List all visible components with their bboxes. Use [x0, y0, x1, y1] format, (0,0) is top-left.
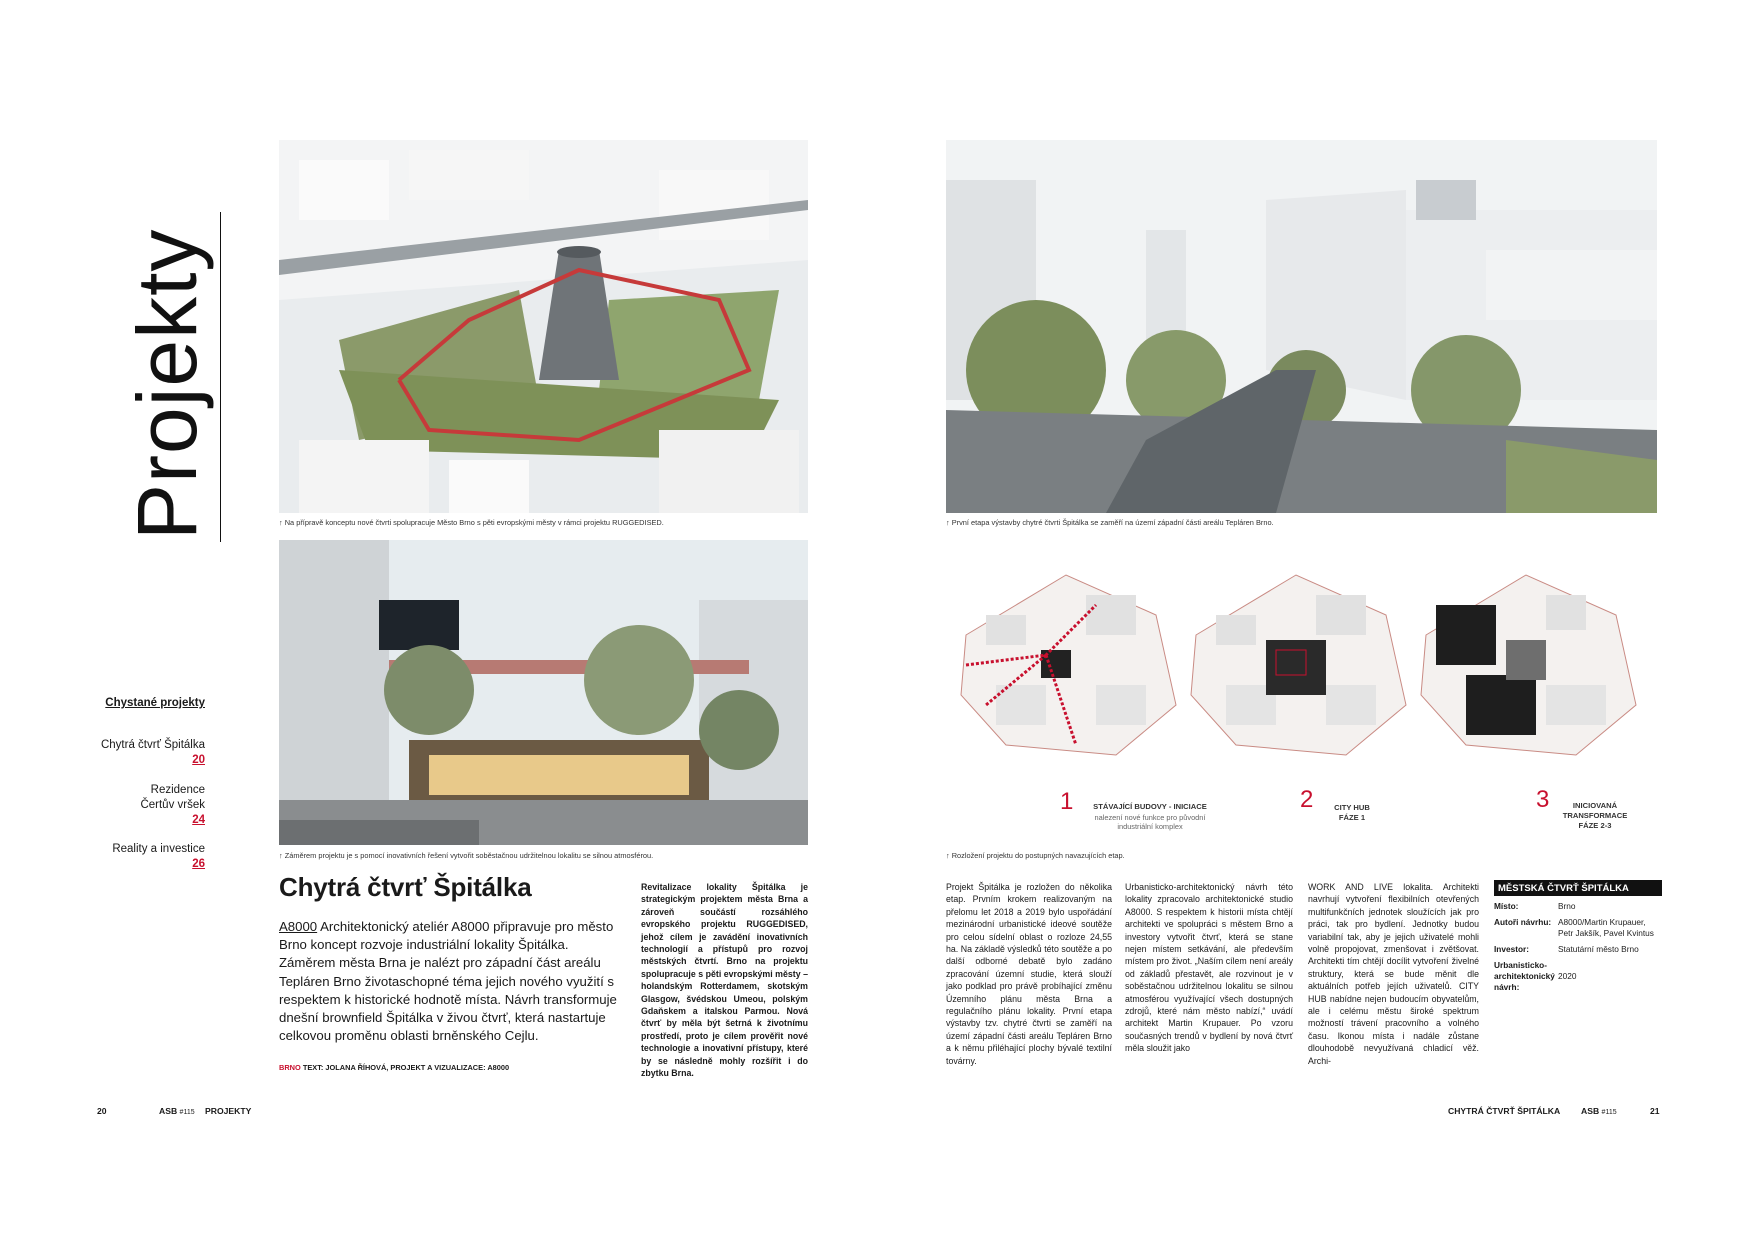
studio-name: A8000 [279, 919, 318, 934]
article-lead [279, 918, 624, 1045]
stage-title-3b: TRANSFORMACE [1562, 811, 1628, 820]
toc-item-page: 20 [192, 754, 205, 766]
footer-right-page-number: 21 [1650, 1106, 1660, 1116]
byline-city: BRNO [279, 1063, 301, 1072]
footer-right-section: CHYTRÁ ČTVRŤ ŠPITÁLKA [1448, 1106, 1561, 1116]
infobox-label: Investor: [1494, 944, 1530, 954]
aerial-render-image [279, 140, 808, 513]
toc-item-label-line1: Rezidence [150, 784, 205, 796]
infobox-row [1494, 901, 1662, 912]
caption-first-stage: ↑ První etapa výstavby chytré čtvrti Špitálka se zaměří na území západní části areálu Tepláren Brno. [946, 518, 1274, 527]
toc-item-spitalka[interactable] [101, 738, 205, 768]
stage-title-3c: FÁZE 2-3 [1578, 821, 1612, 830]
footer-left-page-number: 20 [97, 1106, 107, 1116]
stage-number-3: 3 [1536, 786, 1550, 813]
section-title-rule [220, 212, 221, 542]
infobox-row [1494, 944, 1662, 955]
arrow-up-icon: ↑ [946, 518, 950, 527]
infobox-row [1494, 960, 1662, 993]
article-column-3: Urbanisticko-architektonický návrh této lokality zpracovalo architektonické studio A8000. S respektem k historii místa chtějí architekti ve spolupráci s městem Brno a investory vytvořit čtvrť, která se stane nejen místem setkávání, ale především místem pro život. „Naším cílem není areály od základů přestavět, ale rozvinout je v soběstačnou udržitelnou lokalitu se silnou atmosférou využívající všech dostupných zdrojů, které nám město nabízí,“ uvádí architekt Martin Krupauer. Po vzoru současných trendů v bydlení by nová čtvrť měla sloužit jako [1125, 882, 1293, 1054]
stage-sub-1a: nalezení nové funkce pro původní [1094, 813, 1206, 822]
toc-item-label: Chytrá čtvrť Špitálka [100, 739, 205, 751]
toc-item-page: 26 [192, 858, 205, 870]
article-column-1: Revitalizace lokality Špitálka je strategickým projektem města Brna a zároveň součástí rozsáhlého evropského projektu RUGGEDISED, jehož cílem je zavádění inovativních technologií a přístupů pro rozvoj městských čtvrtí. Brno na projektu spolupracuje s pěti evropskými městy – holandským Rotterdamem, skotským Glasgow, švédskou Umeou, polským Gdaňskem a italskou Parmou. Nová čtvrť by měla být šetrná k životnímu prostředí, proto je cílem prověřit nové technologie a inovativní přístupy, které by se následně mohly rozšířit i do zbytku Brna. [641, 882, 808, 1079]
byline-credits: TEXT: JOLANA ŘÍHOVÁ, PROJEKT A VIZUALIZACE: A8000 [300, 1063, 510, 1072]
toc-heading: Chystané projekty [105, 697, 205, 709]
toc-item-rezidence[interactable] [140, 783, 205, 828]
article-byline [279, 1063, 509, 1072]
article-column-2: Projekt Špitálka je rozložen do několika etap. Prvním krokem realizovaným na přelomu let 2018 a 2019 bylo uspořádání mezinárodní urbanistické ideové soutěže pro celou sídelní oblast o rozloze 24,55 ha. Na základě výsledků této soutěže a po další odborné debatě bylo zadáno zpracování územní studie, která slouží jako podklad pro právě probíhající změnu Územního plánu města Brna a regulačního plánu lokality. První etapa výstavby tzv. chytré čtvrti se zaměří na území západní části areálu Tepláren Brno a k němu přiléhající plochy bývalé textilní továrny. [946, 882, 1112, 1066]
toc-item-page: 24 [192, 814, 205, 826]
article-headline: Chytrá čtvrť Špitálka [279, 872, 532, 902]
toc-item-label: Reality a investice [112, 843, 205, 855]
footer-left-section: PROJEKTY [205, 1106, 252, 1116]
infobox-value: Statutární město Brno [1558, 944, 1639, 954]
toc-item-label-line2: Čertův vršek [140, 799, 205, 811]
infobox-value: A8000/Martin Krupauer, Petr Jakšík, Pavel Kvintus [1558, 917, 1654, 938]
caption-aerial: ↑ Na přípravě konceptu nové čtvrti spolupracuje Město Brno s pěti evropskými městy v rámci projektu RUGGEDISED. [279, 518, 664, 527]
footer-right-magazine: ASB #115 [1581, 1106, 1617, 1116]
stage-title-3a: INICIOVANÁ [1572, 801, 1618, 810]
stage-sub-1b: industriální komplex [1117, 822, 1183, 831]
arrow-up-icon: ↑ [279, 518, 283, 527]
project-infobox [1494, 880, 1662, 993]
stage-number-2: 2 [1300, 786, 1314, 813]
infobox-value: 2020 [1558, 971, 1577, 981]
caption-street: ↑ Záměrem projektu je s pomocí inovativních řešení vytvořit soběstačnou udržitelnou lokalitu se silnou atmosférou. [279, 851, 654, 860]
stage-title-2a: CITY HUB [1334, 803, 1370, 812]
street-render-image [279, 540, 808, 845]
lead-text: Architektonický ateliér A8000 připravuje pro město Brno koncept rozvoje industriální lokality Špitálka. Záměrem města Brna je nalézt pro západní část areálu Tepláren Brno životaschopné téma jejich nového využití s respektem k historické hodnotě místa. Návrh transformuje dnešní brownfield Špitálka v živou čtvrť, která nastartuje celkovou proměnu oblasti brněnského Cejlu. [279, 919, 617, 1044]
footer-left-magazine: ASB #115 [159, 1106, 195, 1116]
stage-title-1: STÁVAJÍCÍ BUDOVY - INICIACE [1093, 802, 1207, 811]
infobox-label: Místo: [1494, 901, 1519, 911]
caption-diagram: ↑ Rozložení projektu do postupných navazujících etap. [946, 851, 1125, 860]
toc-item-reality[interactable] [112, 842, 205, 872]
article-column-4: WORK AND LIVE lokalita. Architekti navrhují vytvoření flexibilních otevřených multifunkčních jednotek sloužících jak pro práci, tak pro bydlení. Jednotky budou variabilní tak, aby je jejich uživatelé mohli volně propojovat, zmenšovat i zvětšovat. Architekti tím chtějí docílit vytvoření živelné struktury, která se bude měnit dle aktuálních potřeb jejích uživatelů. CITY HUB nabídne nejen budoucím obyvatelům, ale i celému městu široké spektrum možností trávení pracovního a volného času. Ikonou místa i nadále zůstane dlouhodobě nevyužívaná chladicí věž. Archi- [1308, 882, 1479, 1066]
arrow-up-icon: ↑ [946, 851, 950, 860]
infobox-value: Brno [1558, 901, 1576, 911]
arrow-up-icon: ↑ [279, 851, 283, 860]
infobox-label: Autoři návrhu: [1494, 917, 1552, 927]
section-title: Projekty [120, 228, 214, 540]
infobox-row [1494, 917, 1662, 939]
infobox-label: Urbanisticko-architektonický návrh: [1494, 960, 1555, 992]
stage-number-1: 1 [1060, 788, 1074, 815]
infobox-title: MĚSTSKÁ ČTVRŤ ŠPITÁLKA [1494, 880, 1662, 896]
stage-title-2b: FÁZE 1 [1338, 813, 1366, 822]
first-stage-render-image [946, 140, 1657, 513]
